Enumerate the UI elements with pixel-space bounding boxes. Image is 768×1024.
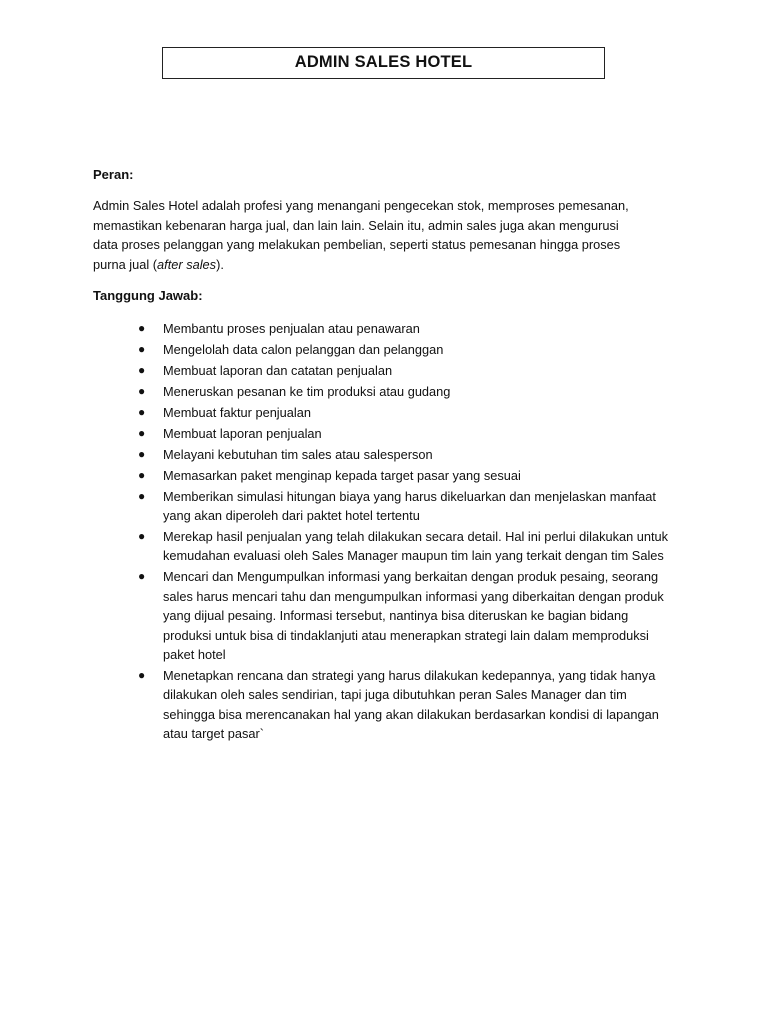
list-item-text: Mencari dan Mengumpulkan informasi yang berkaitan dengan produk pesaing, seorang sales harus mencari tahu dan mengumpulkan informasi yang diberkaitan dengan produk yang dijual pesaing. Informasi tersebut, nantinya bisa diteruskan ke bagian bidang produksi untuk bisa di tindaklanjuti atau menerapkan strategi lain dalam memproduksi paket hotel (163, 569, 664, 662)
peran-text-before: Admin Sales Hotel adalah profesi yang menangani pengecekan stok, memproses pemesanan, memastikan kebenaran harga jual, dan lain lain. Selain itu, admin sales juga akan mengurusi data proses pelanggan yang melakukan pembelian, seperti status pemesanan hingga proses purna jual ( (93, 198, 629, 272)
list-item-text: Membuat laporan dan catatan penjualan (163, 363, 393, 379)
list-item-text: Membuat faktur penjualan (163, 405, 311, 421)
list-item (93, 424, 679, 443)
list-item (93, 403, 679, 422)
document-content (93, 165, 683, 745)
list-item-text: Merekap hasil penjualan yang telah dilakukan secara detail. Hal ini perlui dilakukan untuk kemudahan evaluasi oleh Sales Manager maupun tim lain yang terkait dengan tim Sales (163, 529, 669, 564)
bullet-icon: ● (138, 425, 146, 440)
document-title: ADMIN SALES HOTEL (294, 53, 473, 71)
list-item (93, 319, 679, 338)
bullet-icon: ● (138, 529, 146, 543)
list-item (93, 527, 679, 566)
list-item-text: Memberikan simulasi hitungan biaya yang harus dikeluarkan dan menjelaskan manfaat yang akan diperoleh dari paktet hotel tertentu (163, 488, 656, 524)
title-box (162, 47, 605, 79)
bullet-icon: ● (138, 384, 146, 399)
list-item-text: Meneruskan pesanan ke tim produksi atau gudang (163, 384, 451, 400)
peran-heading: Peran: (93, 167, 134, 182)
bullet-icon: ● (138, 467, 146, 482)
bullet-icon: ● (138, 488, 146, 503)
list-item-text: Memasarkan paket menginap kepada target pasar yang sesuai (163, 467, 521, 483)
bullet-icon: ● (138, 569, 146, 584)
list-item (93, 445, 679, 464)
bullet-icon: ● (138, 405, 146, 420)
bullet-icon: ● (138, 667, 146, 682)
bullet-icon: ● (138, 363, 146, 378)
list-item (93, 340, 679, 359)
list-item (93, 382, 679, 401)
tanggung-jawab-list (93, 319, 683, 743)
tanggung-jawab-heading: Tanggung Jawab: (93, 288, 203, 304)
list-item-text: Membantu proses penjualan atau penawaran (163, 321, 420, 337)
list-item-text: Melayani kebutuhan tim sales atau salesperson (163, 446, 433, 462)
list-item (93, 361, 679, 380)
list-item (93, 567, 679, 664)
list-item-text: Mengelolah data calon pelanggan dan pelanggan (163, 342, 444, 358)
bullet-icon: ● (138, 321, 146, 336)
list-item-text: Menetapkan rencana dan strategi yang harus dilakukan kedepannya, yang tidak hanya dilakukan oleh sales sendirian, tapi juga dibutuhkan peran Sales Manager dan tim sehingga bisa merencanakan hal yang akan dilakukan berdasarkan kondisi di lapangan atau target pasar` (163, 667, 659, 742)
list-item (93, 666, 679, 744)
peran-text-after: ). (216, 256, 224, 272)
list-item (93, 487, 679, 526)
list-item-text: Membuat laporan penjualan (163, 425, 322, 441)
peran-paragraph (93, 196, 641, 274)
bullet-icon: ● (138, 342, 146, 357)
list-item (93, 466, 679, 485)
peran-text-italic: after sales (157, 256, 217, 272)
bullet-icon: ● (138, 446, 146, 461)
